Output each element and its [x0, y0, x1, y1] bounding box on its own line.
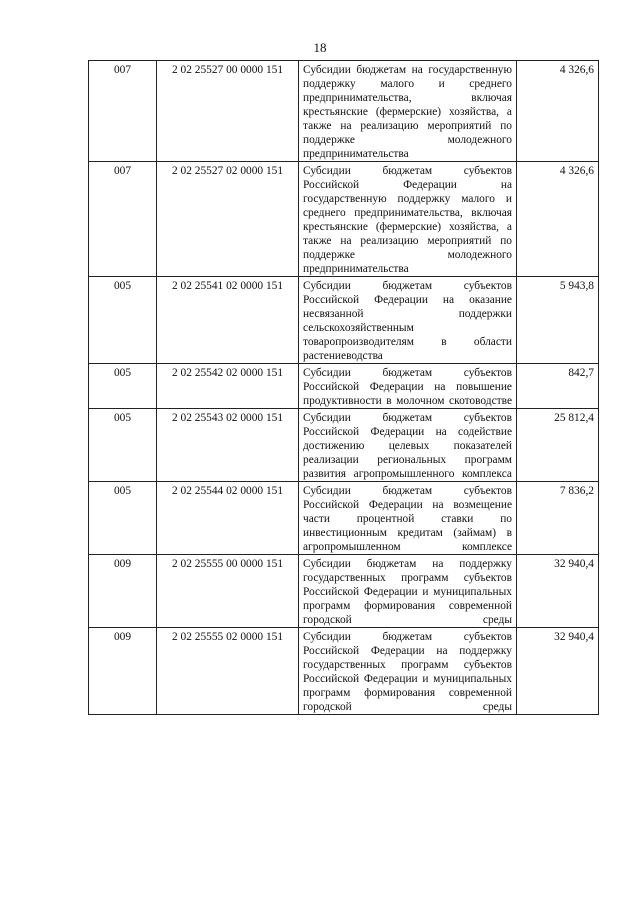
table-row: [89, 409, 599, 482]
admin-code-cell: 005: [89, 409, 157, 482]
amount-cell: 7 836,2: [517, 482, 599, 555]
table-body: [89, 61, 599, 715]
revenue-name-cell: Субсидии бюджетам субъектов Российской Федерации на поддержку государственных программ субъектов Российской Федерации и муниципальных программ формирования современной городской среды: [299, 628, 517, 715]
revenue-name-cell: Субсидии бюджетам субъектов Российской Федерации на содействие достижению целевых показателей реализации региональных программ развития агропромышленного комплекса: [299, 409, 517, 482]
revenue-name-cell: Субсидии бюджетам на государственную поддержку малого и среднего предпринимательства, включая крестьянские (фермерские) хозяйства, а также на реализацию мероприятий по поддержке молодежного предпринимательства: [299, 61, 517, 162]
admin-code-cell: 007: [89, 61, 157, 162]
budget-code-cell: 2 02 25527 00 0000 151: [157, 61, 299, 162]
admin-code-cell: 009: [89, 555, 157, 628]
revenue-name-cell: Субсидии бюджетам субъектов Российской Федерации на возмещение части процентной ставки по инвестиционным кредитам (займам) в агропромышленном комплексе: [299, 482, 517, 555]
table-row: [89, 162, 599, 277]
budget-code-cell: 2 02 25542 02 0000 151: [157, 364, 299, 409]
admin-code-cell: 007: [89, 162, 157, 277]
amount-cell: 842,7: [517, 364, 599, 409]
revenue-name-cell: Субсидии бюджетам субъектов Российской Федерации на оказание несвязанной поддержки сельскохозяйственным товаропроизводителям в области растениеводства: [299, 277, 517, 364]
amount-cell: 4 326,6: [517, 162, 599, 277]
budget-code-cell: 2 02 25527 02 0000 151: [157, 162, 299, 277]
budget-code-cell: 2 02 25555 00 0000 151: [157, 555, 299, 628]
amount-cell: 4 326,6: [517, 61, 599, 162]
amount-cell: 32 940,4: [517, 555, 599, 628]
table-row: [89, 482, 599, 555]
table-row: [89, 277, 599, 364]
amount-cell: 25 812,4: [517, 409, 599, 482]
amount-cell: 5 943,8: [517, 277, 599, 364]
budget-code-cell: 2 02 25544 02 0000 151: [157, 482, 299, 555]
budget-code-cell: 2 02 25555 02 0000 151: [157, 628, 299, 715]
revenue-name-cell: Субсидии бюджетам на поддержку государственных программ субъектов Российской Федерации и муниципальных программ формирования современной городской среды: [299, 555, 517, 628]
amount-cell: 32 940,4: [517, 628, 599, 715]
admin-code-cell: 005: [89, 277, 157, 364]
revenue-name-cell: Субсидии бюджетам субъектов Российской Федерации на повышение продуктивности в молочном скотоводстве: [299, 364, 517, 409]
budget-revenue-table: [88, 60, 599, 715]
revenue-name-cell: Субсидии бюджетам субъектов Российской Федерации на государственную поддержку малого и среднего предпринимательства, включая крестьянские (фермерские) хозяйства, а также на реализацию мероприятий по поддержке молодежного предпринимательства: [299, 162, 517, 277]
budget-code-cell: 2 02 25541 02 0000 151: [157, 277, 299, 364]
table-row: [89, 61, 599, 162]
table-row: [89, 364, 599, 409]
table-row: [89, 555, 599, 628]
page-number: 18: [313, 40, 327, 55]
admin-code-cell: 005: [89, 364, 157, 409]
table-row: [89, 628, 599, 715]
admin-code-cell: 005: [89, 482, 157, 555]
budget-code-cell: 2 02 25543 02 0000 151: [157, 409, 299, 482]
admin-code-cell: 009: [89, 628, 157, 715]
